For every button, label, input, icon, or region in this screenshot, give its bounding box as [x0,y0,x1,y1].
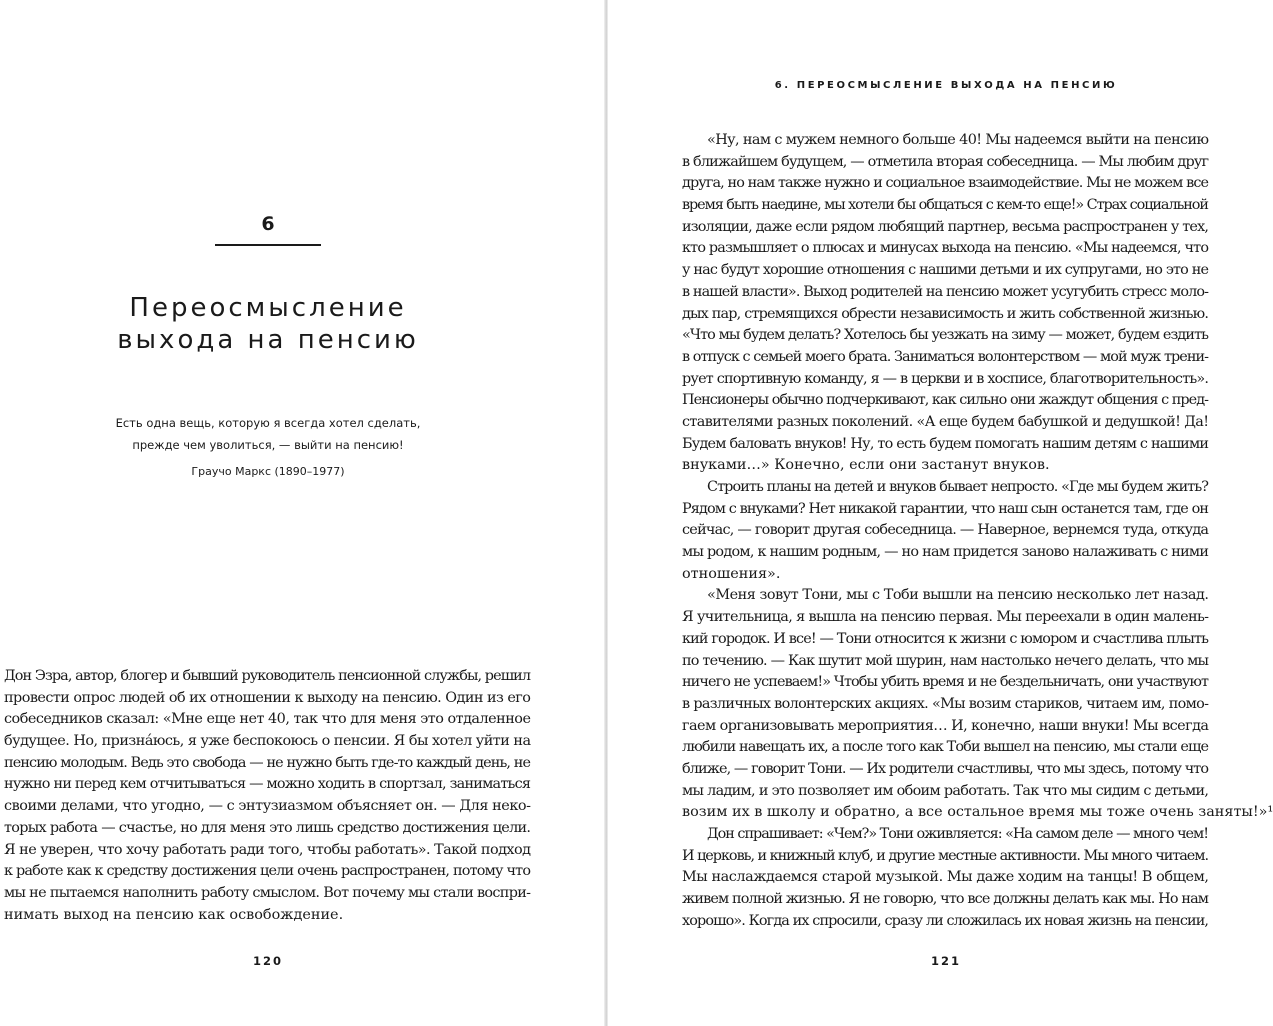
text-line: Дон спрашивает: «Чем?» Тони оживляется: «На самом деле — много чем! [707,826,1208,842]
text-line: мы ладим, и это позволяет им обоим работать. Так что мы сидим с детьми, [682,782,1209,799]
text-line: Мы наслаждаемся старой музыкой. Мы даже ходим на танцы! В общем, [682,869,1209,886]
text-line: в отпуск с семьей моего брата. Заниматься волонтерством — мой муж трени- [682,348,1209,365]
text-line: И церковь, и книжный клуб, и другие местные активности. Мы много читаем. [682,847,1208,864]
text-line: Строить планы на детей и внуков бывает непросто. «Где мы будем жить? [707,479,1209,495]
text-line: живем полной жизнью. Я не говорю, что все должны делать как мы. Но нам [682,891,1209,908]
text-line: торых работа — счастье, но для меня это лишь средство достижения цели. [4,819,531,836]
right-body-text [682,130,1273,932]
text-line: собеседников сказал: «Мне еще нет 40, так что для меня это отдаленное [4,711,531,728]
text-line: рует спортивную команду, я — в церкви и в хосписе, благотворительность». [682,370,1209,387]
text-line: отношения». [682,565,781,582]
text-line: в различных волонтерских акциях. «Мы возим стариков, читаем им, помо- [682,695,1209,712]
text-line: хорошо». Когда их спросили, сразу ли сложилась их новая жизнь на пенсии, [682,912,1209,929]
text-line: в нашей власти». Выход родителей на пенсию может усугубить стресс моло- [682,283,1209,300]
text-line: по течению. — Как шутит мой шурин, нам настолько нечего делать, что мы [682,652,1209,669]
left-body-text [4,666,531,926]
text-line: друга, но нам также нужно и социальное взаимодействие. Мы не можем все [682,175,1209,192]
chapter-number: 6 [261,213,275,235]
text-line: Я учительница, я вышла на пенсию первая. Мы переехали в один малень- [682,609,1209,626]
chapter-title-line: Переосмысление [129,293,407,323]
text-line: провести опрос людей об их отношении к выходу на пенсию. Один из его [4,689,531,706]
text-line: пенсию молодым. Ведь это свобода — не нужно быть где-то каждый день, не [4,754,531,771]
text-line: «Что мы будем делать? Хотелось бы уезжать на зиму — может, будем ездить [682,327,1209,344]
text-line: изоляции, даже если рядом любящий партнер, весьма распространен у тех, [682,218,1209,235]
chapter-title [40,292,496,356]
text-line: ближе, — говорит Тони. — Их родители счастливы, что мы здесь, потому что [682,760,1209,777]
text-line: нужно ни перед кем отчитываться — можно ходить в спортзал, заниматься [4,776,531,793]
text-line: мы не пытаемся наполнить работу смыслом. Вот почему мы стали воспри- [4,884,531,901]
text-line: будущее. Но, признáюсь, я уже беспокоюсь о пенсии. Я бы хотел уйти на [4,733,531,750]
text-line: возим их в школу и обратно, а все остальное время мы тоже очень заняты!»¹ [682,804,1273,821]
text-line: ставителями разных поколений. «А еще будем бабушкой и дедушкой! Да! [682,413,1209,430]
epigraph-author: Граучо Маркс (1890–1977) [191,465,345,478]
text-line: кто размышляет о плюсах и минусах выхода на пенсию. «Мы надеемся, что [682,240,1209,257]
text-line: любили навещать их, а после того как Тоби вышел на пенсию, мы стали еще [682,739,1209,756]
text-line: Дон Эзра, автор, блогер и бывший руководитель пенсионной службы, решил [4,668,531,684]
text-line: в ближайшем будущем, — отметила вторая собеседница. — Мы любим друг [682,153,1209,170]
chapter-title-line: выхода на пенсию [117,325,419,355]
text-line: внуками…» Конечно, если они застанут внуков. [682,457,1050,474]
text-line: «Ну, нам с мужем немного больше 40! Мы надеемся выйти на пенсию [707,132,1209,148]
text-line: нимать выход на пенсию как освобождение. [4,906,344,923]
page-number-left: 120 [252,954,283,968]
running-header: 6. ПЕРЕОСМЫСЛЕНИЕ ВЫХОДА НА ПЕНСИЮ [774,80,1118,91]
text-line: ничего не успеваем!» Чтобы убить время и не бездельничать, они участвуют [682,674,1209,691]
text-line: Рядом с внуками? Нет никакой гарантии, что наш сын останется там, где он [682,500,1209,517]
book-gutter [604,0,608,1026]
text-line: гаем организовывать мероприятия… И, конечно, наши внуки! Мы всегда [682,717,1209,734]
text-line: Будем баловать внуков! Ну, то есть будем помогать нашим детям с нашими [682,435,1209,452]
page-number-right: 121 [930,954,961,968]
text-line: Я не уверен, что хочу работать ради того, чтобы работать». Такой подход [4,841,531,858]
epigraph-line: прежде чем уволиться, — выйти на пенсию! [132,438,404,452]
text-line: к работе как к средству достижения цели очень распространен, потому что [4,863,531,880]
chapter-rule-divider [215,244,321,246]
text-line: дых пар, стремящихся обрести независимость и жить собственной жизнью. [682,305,1209,322]
text-line: Пенсионеры обычно подчеркивают, как сильно они жаждут общения с пред- [682,392,1209,409]
epigraph [60,412,476,456]
text-line: своими делами, что угодно, — с энтузиазмом объясняет он. — Для неко- [4,798,531,815]
text-line: время быть наедине, мы хотели бы общаться с кем-то еще!» Страх социальной [682,197,1208,214]
epigraph-line: Есть одна вещь, которую я всегда хотел сделать, [115,416,421,430]
text-line: у нас будут хорошие отношения с нашими детьми и их супругами, но это не [682,262,1209,279]
text-line: кий городок. И все! — Тони относится к жизни с юмором и счастлива плыть [682,630,1209,647]
text-line: мы родом, к нашим родным, — но нам придется заново налаживать с ними [682,544,1209,561]
text-line: «Меня зовут Тони, мы с Тоби вышли на пенсию несколько лет назад. [707,587,1209,604]
text-line: сейчас, — говорит другая собеседница. — Наверное, вернемся туда, откуда [682,522,1209,539]
